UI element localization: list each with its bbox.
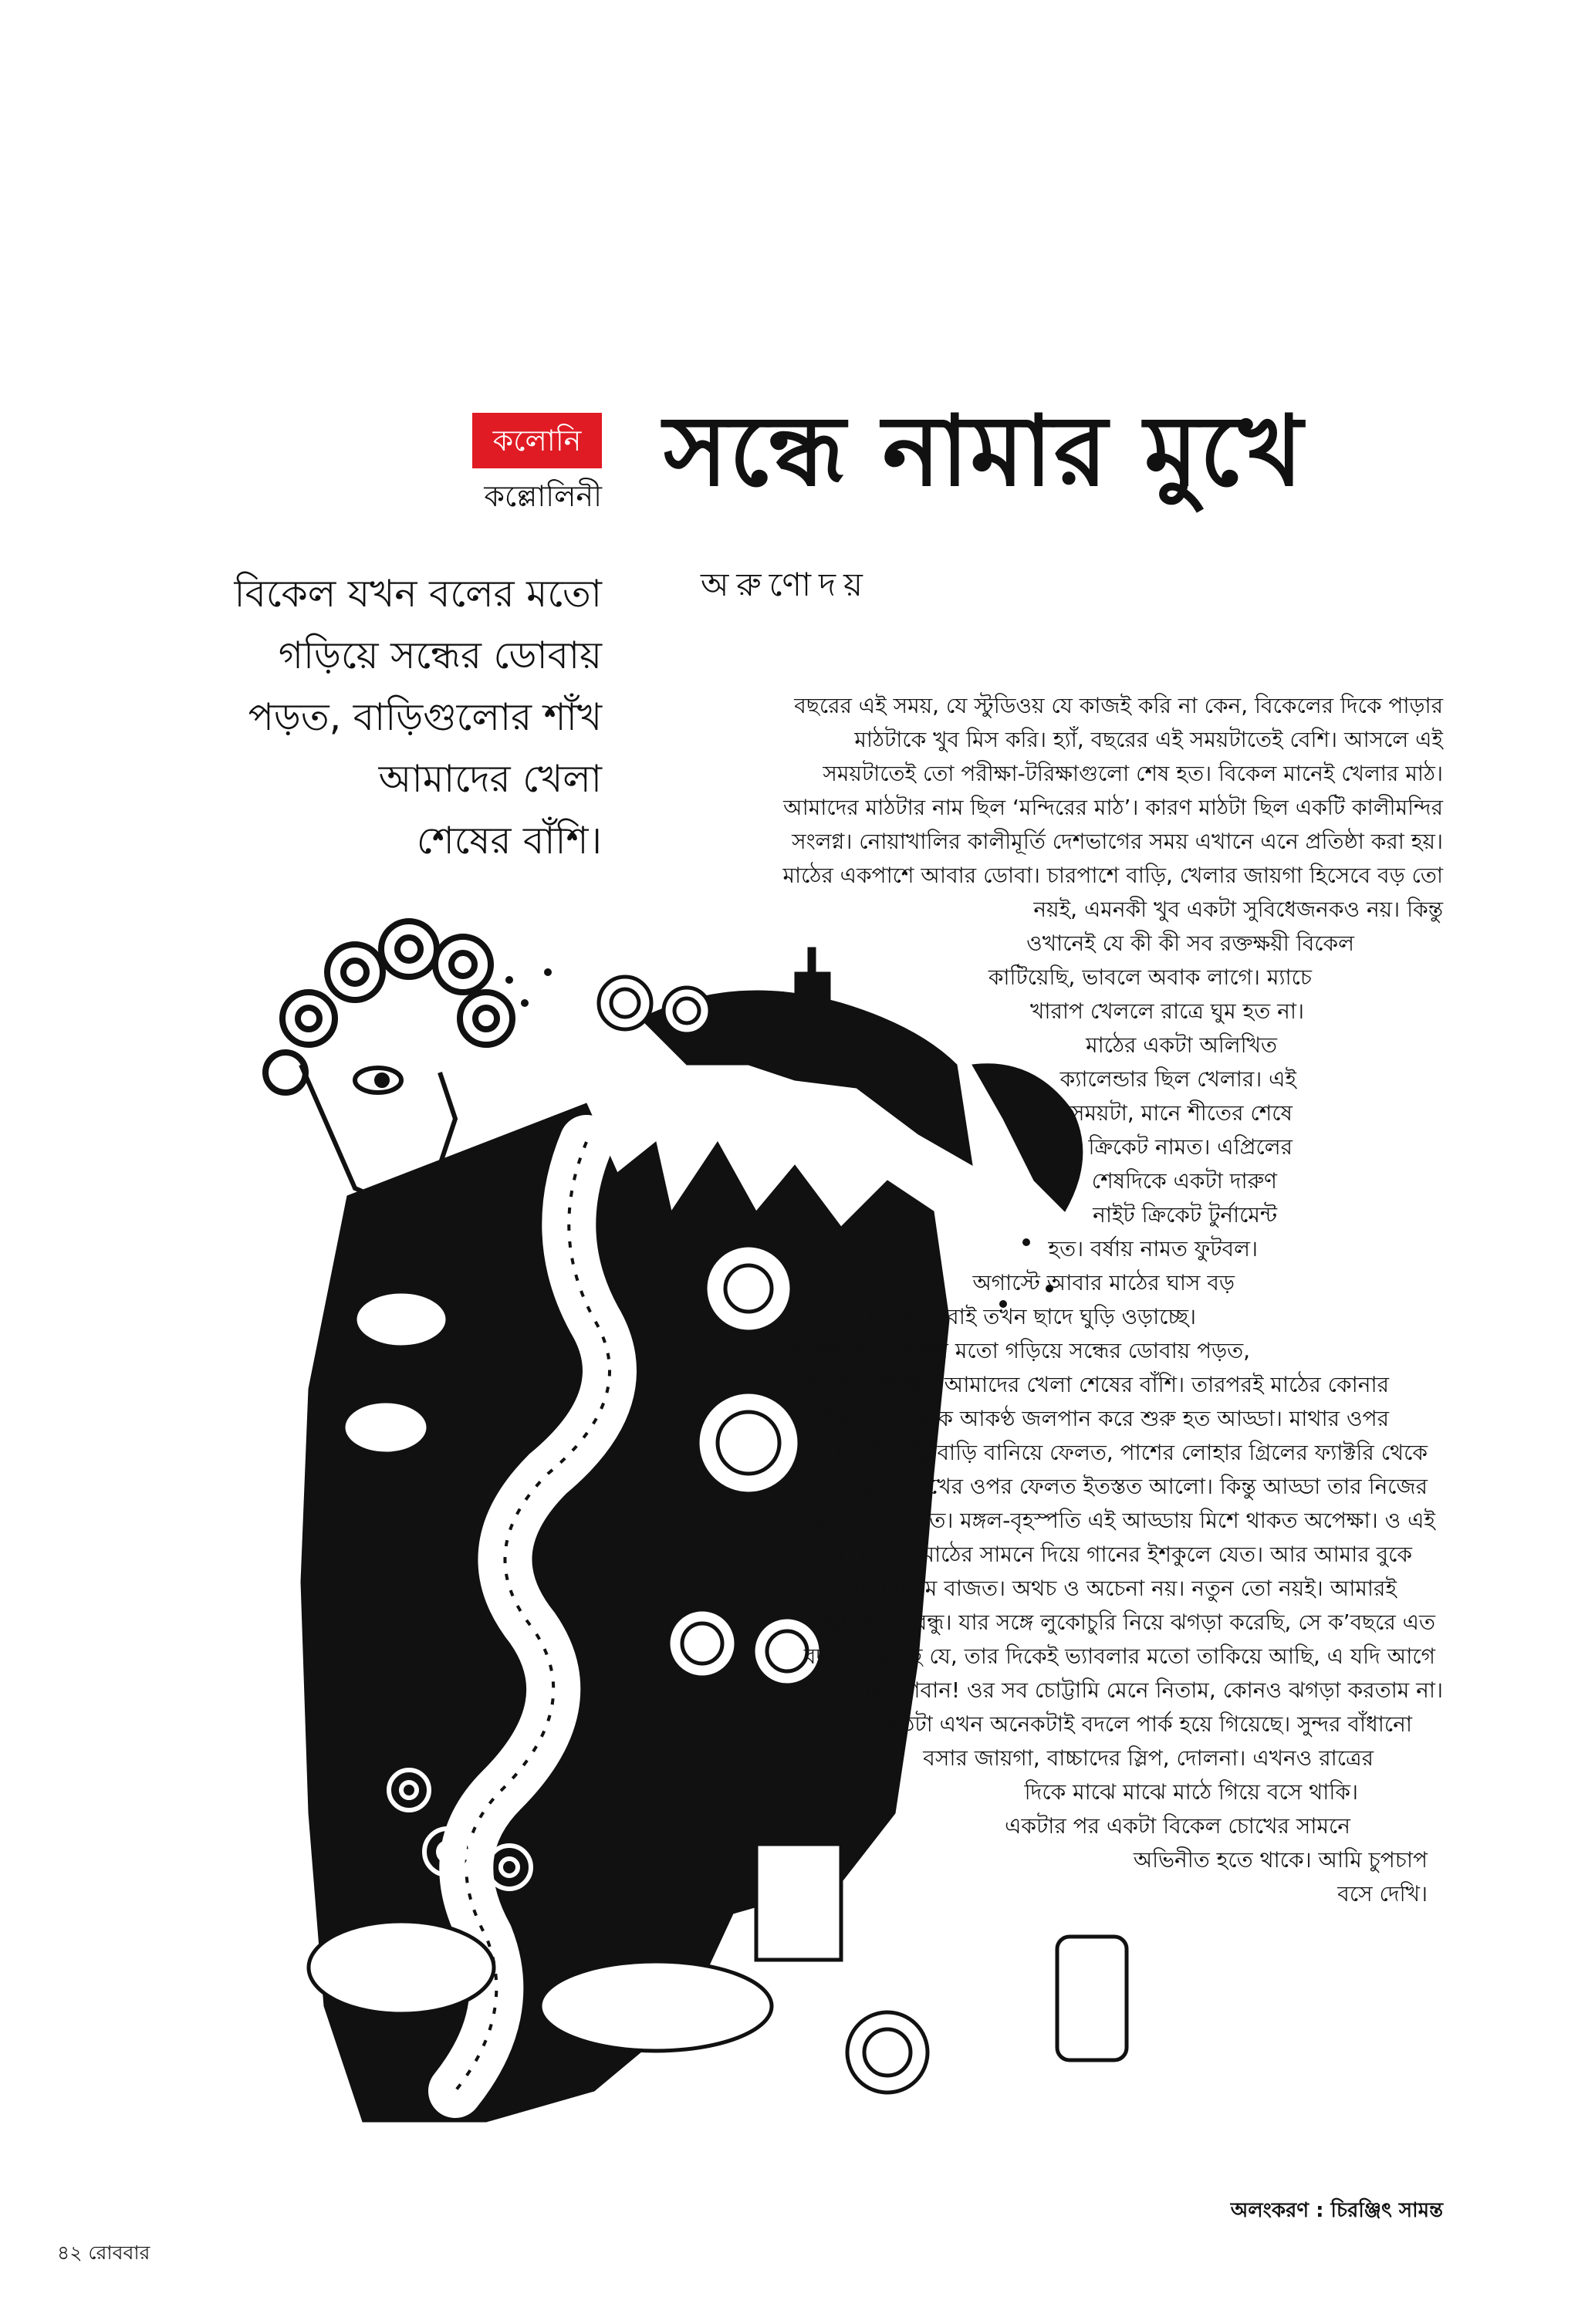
body-line: সংলগ্ন। নোয়াখালির কালীমূর্তি দেশভাগের সময় এখানে এনে প্রতিষ্ঠা করা হয়।: [792, 829, 1443, 854]
body-line: বিকেল যখন বলের মতো গড়িয়ে সন্ধের ডোবায় পড়ত,: [788, 1338, 1250, 1363]
body-line: সময়টা, মানে শীতের শেষে: [1070, 1100, 1293, 1126]
body-line: মশারা উঁচু উঁচু বাড়ি বানিয়ে ফেলত, পাশের লোহার গ্রিলের ফ্যাক্টরি থেকে: [810, 1440, 1428, 1465]
body-line: ফুলঝুরিরা মুখের ওপর ফেলত ইতস্তত আলো। কিন্তু আড্ডা তার নিজের: [825, 1474, 1428, 1499]
section-tag: কলোনি: [472, 413, 602, 468]
section-subtitle: কল্লোলিনী: [484, 479, 602, 513]
body-line: হারমোনিয়াম বাজত। অথচ ও অচেনা নয়। নতুন তো নয়ই। আমারই: [830, 1576, 1397, 1601]
body-line: বসে দেখি।: [1337, 1881, 1428, 1907]
pull-quote-line: গড়িয়ে সন্ধের ডোবায়: [278, 633, 602, 677]
body-line: মাঠটা এখন অনেকটাই বদলে পার্ক হয়ে গিয়েছে। সুন্দর বাঁধানো: [884, 1711, 1412, 1737]
body-line: কাটিয়েছি, ভাবলে অবাক লাগে। ম্যাচে: [988, 964, 1312, 990]
body-line: মাঠটাকে খুব মিস করি। হ্যাঁ, বছরের এই সময়টাতেই বেশি। আসলে এই: [854, 727, 1443, 752]
pull-quote-line: পড়ত, বাড়িগুলোর শাঁখ: [248, 695, 602, 739]
body-line: বদলে গিয়েছে যে, তার দিকেই ভ্যাবলার মতো তাকিয়ে আছি, এ যদি আগে: [803, 1643, 1435, 1669]
body-line: নাইট ক্রিকেট টুর্নামেন্ট: [1093, 1202, 1277, 1228]
body-line: হত। কারণ সবাই তখন ছাদে ঘুড়ি ওড়াচ্ছে।: [837, 1304, 1196, 1329]
body-line: একটার পর একটা বিকেল চোখের সামনে: [1005, 1813, 1350, 1839]
body-line: হত। বর্ষায় নামত ফুটবল।: [1048, 1236, 1258, 1262]
body-line: টিউবওয়েল থেকে আকণ্ঠ জলপান করে শুরু হত আড্ডা। মাথার ওপর: [799, 1406, 1389, 1431]
body-line: অগাস্টে আবার মাঠের ঘাস বড়: [972, 1270, 1235, 1295]
body-line: দিকে মাঝে মাঝে মাঠে গিয়ে বসে থাকি।: [1024, 1779, 1358, 1805]
body-line: নয়ই, এমনকী খুব একটা সুবিধেজনকও নয়। কিন্তু: [1033, 897, 1443, 922]
body-line: বছরের এই সময়, যে স্টুডিওয় যে কাজই করি না কেন, বিকেলের দিকে পাড়ার: [794, 693, 1443, 718]
body-line: বাড়িগুলোর শাঁখ আমাদের খেলা শেষের বাঁশি। তারপরই মাঠের কোনার: [795, 1372, 1389, 1397]
pull-quote-line: আমাদের খেলা: [378, 757, 602, 801]
pull-quote-line: শেষের বাঁশি।: [416, 819, 602, 863]
body-line: নিয়মে ছুটে চলত। মঙ্গল-বৃহস্পতি এই আড্ডায় মিশে থাকত অপেক্ষা। ও এই: [802, 1508, 1435, 1533]
headline: সন্ধে নামার মুখে: [664, 394, 1305, 508]
page-folio: ৪২ রোববার: [57, 2241, 150, 2264]
body-line: ক্যালেন্ডার ছিল খেলার। এই: [1059, 1066, 1296, 1092]
body-line: ওখানেই যে কী কী সব রক্তক্ষয়ী বিকেল: [1026, 931, 1354, 956]
pull-quote: [93, 563, 602, 872]
body-line: ছোটবেলার বন্ধু। যার সঙ্গে লুকোচুরি নিয়ে ঝগড়া করেছি, সে ক’বছরে এত: [813, 1610, 1435, 1635]
pull-quote-line: বিকেল যখন বলের মতো: [234, 572, 602, 616]
body-line: শেষদিকে একটা দারুণ: [1091, 1168, 1277, 1194]
body-line: বসার জায়গা, বাচ্চাদের স্লিপ, দোলনা। এখনও রাত্রের: [923, 1745, 1374, 1771]
body-line: অভিনীত হতে থাকে। আমি চুপচাপ: [1133, 1847, 1428, 1873]
body-line: মাঠের একটা অলিখিত: [1086, 1032, 1277, 1058]
body-line: সময়টাতেই তো পরীক্ষা-টরিক্ষাগুলো শেষ হত। বিকেল মানেই খেলার মাঠ।: [823, 761, 1443, 786]
illustration-credit: অলংকরণ : চিরঞ্জিৎ সামন্ত: [1230, 2199, 1443, 2222]
body-line: আমাদের মাঠটার নাম ছিল ‘মন্দিরের মাঠ’। কারণ মাঠটা ছিল একটি কালীমন্দির: [783, 795, 1443, 820]
body-line: দু’টো দিন মাঠের সামনে দিয়ে গানের ইশকুলে যেত। আর আমার বুকে: [833, 1542, 1412, 1567]
body-line: খারাপ খেললে রাত্রে ঘুম হত না।: [1029, 998, 1304, 1024]
body-line: জানতাম ভগবান! ওর সব চোট্টামি মেনে নিতাম, কোনও ঝগড়া করতাম না।: [809, 1677, 1443, 1703]
body-line: ক্রিকেট নামত। এপ্রিলের: [1088, 1134, 1293, 1160]
body-line: মাঠের একপাশে আবার ডোবা। চারপাশে বাড়ি, খেলার জায়গা হিসেবে বড় তো: [782, 863, 1443, 888]
author-byline: অরুণোদয়: [701, 566, 870, 603]
